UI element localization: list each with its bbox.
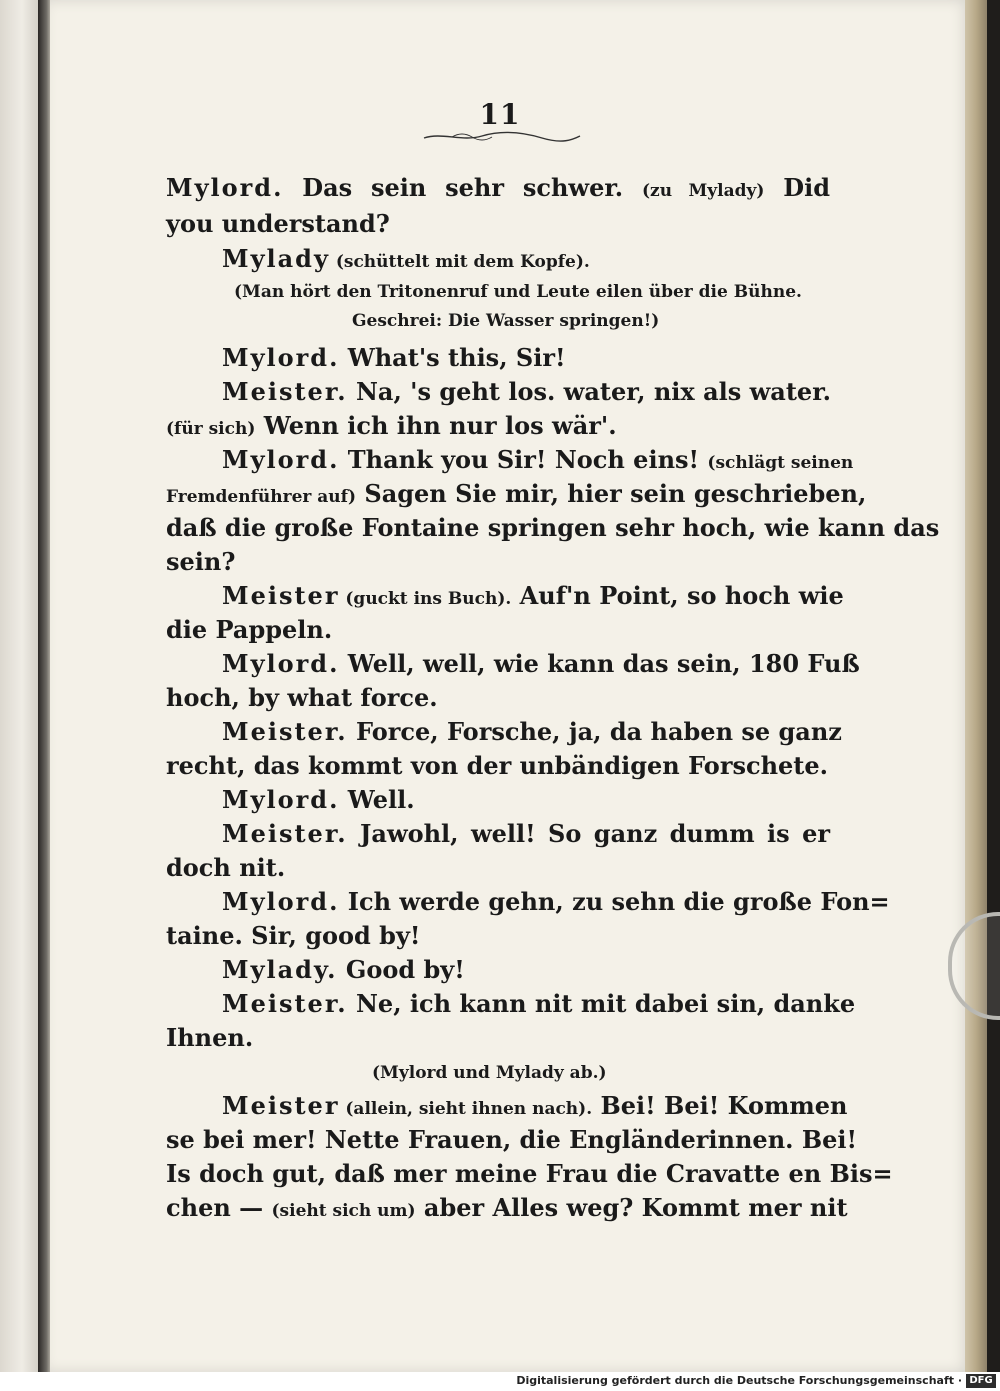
digitization-footer bbox=[0, 1372, 1000, 1391]
text-line bbox=[222, 1090, 848, 1122]
text-line bbox=[166, 172, 830, 204]
dialogue-text: die Pappeln. bbox=[166, 615, 333, 644]
dialogue-text: Jawohl, well! So ganz dumm is er bbox=[347, 819, 830, 848]
text-line bbox=[222, 580, 844, 612]
speaker-name: Meister. bbox=[222, 989, 348, 1018]
text-line bbox=[222, 818, 830, 850]
dialogue-text: daß die große Fontaine springen sehr hoch, wie kann das bbox=[166, 513, 940, 542]
text-line bbox=[222, 886, 890, 918]
text-line bbox=[166, 1192, 848, 1224]
dialogue-text: Bei! Bei! Kommen bbox=[592, 1091, 848, 1120]
speaker-name: Mylord. bbox=[222, 343, 340, 372]
dialogue-text: Sagen Sie mir, hier sein geschrieben, bbox=[356, 479, 867, 508]
text-line bbox=[222, 716, 842, 748]
text-line bbox=[222, 784, 886, 816]
speaker-name: Mylord. bbox=[166, 173, 284, 202]
text-line bbox=[166, 920, 830, 952]
text-line bbox=[166, 478, 867, 510]
text-line bbox=[166, 1158, 893, 1190]
dialogue-text: Force, Forsche, ja, da haben se ganz bbox=[347, 717, 842, 746]
speaker-name: Mylord. bbox=[222, 785, 340, 814]
text-line bbox=[166, 682, 830, 714]
speaker-name: Meister. bbox=[222, 377, 348, 406]
stage-direction: (Mylord und Mylady ab.) bbox=[372, 1063, 607, 1083]
dialogue-text: taine. Sir, good by! bbox=[166, 921, 421, 950]
text-line bbox=[166, 512, 940, 544]
dialogue-text: Wenn ich ihn nur los wär'. bbox=[255, 411, 617, 440]
text-line bbox=[222, 376, 830, 408]
book-cover-edge bbox=[965, 0, 987, 1372]
text-line bbox=[222, 648, 860, 680]
speaker-name: Mylady. bbox=[222, 955, 338, 984]
dialogue-text: Did bbox=[764, 173, 830, 202]
dialogue-text: Good by! bbox=[337, 955, 465, 984]
dialogue-text: Ne, ich kann nit mit dabei sin, danke bbox=[347, 989, 856, 1018]
text-line bbox=[166, 1124, 858, 1156]
dialogue-text: Na, 's geht los. water, nix als water. bbox=[347, 377, 831, 406]
dialogue-text: Thank you Sir! Noch eins! bbox=[339, 445, 708, 474]
dialogue-text: doch nit. bbox=[166, 853, 286, 882]
text-line bbox=[166, 208, 830, 240]
text-line bbox=[166, 852, 830, 884]
stage-direction: (guckt ins Buch). bbox=[339, 589, 512, 609]
dialogue-text: Ich werde gehn, zu sehn die große Fon= bbox=[339, 887, 890, 916]
speaker-name: Meister. bbox=[222, 819, 348, 848]
dialogue-text: aber Alles weg? Kommt mer nit bbox=[415, 1193, 848, 1222]
dialogue-text: What's this, Sir! bbox=[339, 343, 566, 372]
dialogue-text: you understand? bbox=[166, 209, 390, 238]
text-line bbox=[166, 750, 830, 782]
left-page-edge bbox=[0, 0, 40, 1372]
stage-direction: (Man hört den Tritonenruf und Leute eilen über die Bühne. bbox=[234, 282, 802, 302]
dialogue-text: sein? bbox=[166, 547, 236, 576]
text-line bbox=[166, 614, 830, 646]
dialogue-text: chen — bbox=[166, 1193, 272, 1222]
dialogue-text: recht, das kommt von der unbändigen Forschete. bbox=[166, 751, 829, 780]
dialogue-text: Das sein sehr schwer. bbox=[283, 173, 642, 202]
text-line bbox=[222, 342, 886, 374]
text-line bbox=[222, 243, 886, 275]
stage-direction: (für sich) bbox=[166, 419, 256, 439]
speaker-name: Mylord. bbox=[222, 445, 340, 474]
speaker-name: Meister. bbox=[222, 717, 348, 746]
text-line bbox=[352, 302, 1000, 334]
speaker-name: Mylord. bbox=[222, 887, 340, 916]
stage-direction: Geschrei: Die Wasser springen!) bbox=[352, 311, 660, 331]
dialogue-text: Ihnen. bbox=[166, 1023, 254, 1052]
stage-direction: (zu Mylady) bbox=[642, 181, 765, 201]
text-line bbox=[166, 410, 830, 442]
dialogue-text: Well, well, wie kann das sein, 180 Fuß bbox=[339, 649, 860, 678]
stage-direction: (allein, sieht ihnen nach). bbox=[339, 1099, 593, 1119]
dialogue-text: se bei mer! Nette Frauen, die Engländerinnen. Bei! bbox=[166, 1125, 858, 1154]
dialogue-text: hoch, by what force. bbox=[166, 683, 438, 712]
text-line bbox=[222, 954, 886, 986]
stage-direction: (sieht sich um) bbox=[271, 1201, 416, 1221]
text-line bbox=[222, 444, 854, 476]
funding-credit: Digitalisierung gefördert durch die Deutsche Forschungsgemeinschaft · bbox=[516, 1374, 962, 1387]
text-line bbox=[372, 1054, 1000, 1086]
speaker-name: Meister bbox=[222, 581, 340, 610]
speaker-name: Mylord. bbox=[222, 649, 340, 678]
stage-direction: (schüttelt mit dem Kopfe). bbox=[329, 252, 590, 272]
dialogue-text: Is doch gut, daß mer meine Frau die Cravatte en Bis= bbox=[166, 1159, 893, 1188]
dfg-logo: DFG bbox=[966, 1374, 996, 1388]
speaker-name: Meister bbox=[222, 1091, 340, 1120]
text-line bbox=[166, 1022, 830, 1054]
dialogue-text: Auf'n Point, so hoch wie bbox=[511, 581, 844, 610]
text-line bbox=[234, 273, 898, 305]
decorative-rule bbox=[422, 128, 582, 146]
dialogue-text: Well. bbox=[339, 785, 415, 814]
speaker-name: Mylady bbox=[222, 244, 330, 273]
stage-direction: Fremdenführer auf) bbox=[166, 487, 357, 507]
text-line bbox=[166, 546, 830, 578]
text-line bbox=[222, 988, 856, 1020]
page-number: 11 bbox=[479, 98, 521, 131]
stage-direction: (schlägt seinen bbox=[707, 453, 854, 473]
